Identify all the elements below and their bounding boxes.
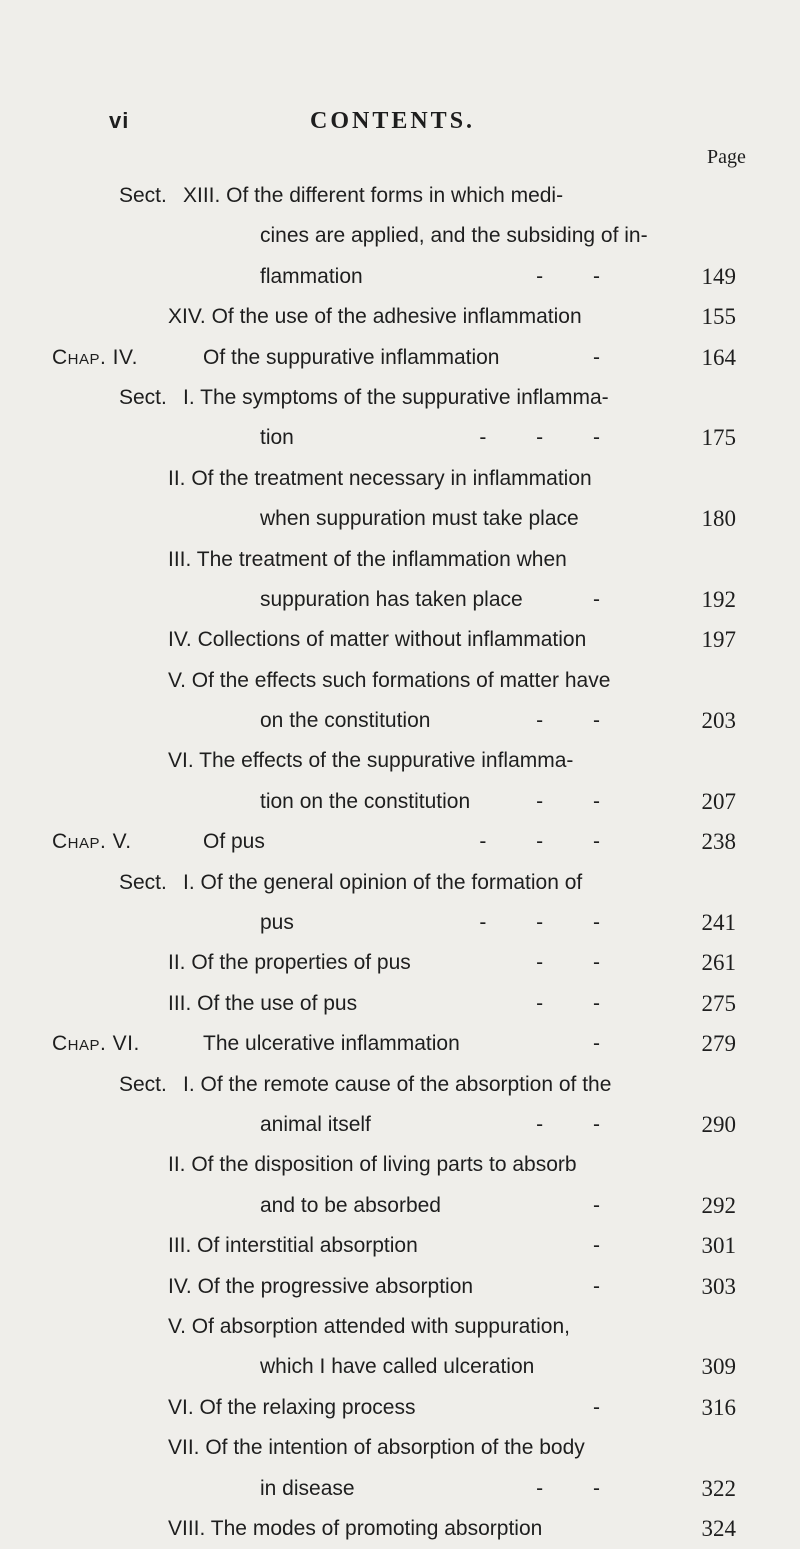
dash-leader: -: [593, 1395, 600, 1419]
page-number: vi: [109, 108, 130, 133]
entry-title: I. Of the remote cause of the absorption of the: [183, 1072, 612, 1096]
toc-entry: [0, 1267, 800, 1307]
dash-leader: -: [593, 1274, 600, 1298]
dash-leader: -: [593, 1234, 600, 1258]
dash-leader: - - -: [479, 426, 600, 450]
dash-leader: -: [593, 1193, 600, 1217]
entry-title: IV. Of the progressive absorption: [168, 1274, 474, 1298]
toc-entry: [0, 176, 800, 297]
dash-leader: - -: [536, 1476, 600, 1500]
page-ref: 203: [701, 708, 736, 734]
toc-entry: [0, 741, 800, 822]
entry-title-continued: animal itself: [260, 1112, 371, 1136]
entry-title-continued: when suppuration must take place: [260, 507, 579, 531]
page-ref: 301: [701, 1233, 736, 1259]
entry-title: II. Of the disposition of living parts to absorb: [168, 1153, 577, 1177]
entry-title: VIII. The modes of promoting absorption: [168, 1516, 543, 1540]
section-label: Sect.: [119, 184, 167, 207]
chapter-label: Chap. VI.: [52, 1032, 140, 1056]
entry-title: Of the suppurative inflammation: [203, 345, 500, 369]
dash-leader: -: [593, 587, 600, 611]
dash-leader: - -: [536, 709, 600, 733]
page-column-label: Page: [707, 146, 746, 168]
page-ref: 238: [701, 829, 736, 855]
toc-entry: [0, 459, 800, 540]
running-title: CONTENTS.: [310, 108, 476, 134]
page-ref: 197: [701, 627, 736, 653]
entry-title: VI. Of the relaxing process: [168, 1395, 416, 1419]
page-ref: 322: [701, 1475, 736, 1501]
page-ref: 149: [701, 263, 736, 289]
chapter-label: Chap. V.: [52, 830, 132, 854]
page-ref: 324: [701, 1515, 736, 1541]
entry-title: V. Of the effects such formations of matter have: [168, 668, 611, 692]
entry-title-continued: pus: [260, 911, 294, 935]
page-ref: 192: [701, 586, 736, 612]
section-label: Sect.: [119, 870, 167, 894]
entry-title: Of pus: [203, 830, 265, 854]
toc-entry: [0, 661, 800, 742]
page-header: [0, 108, 800, 138]
toc-entry: [0, 338, 800, 378]
page-ref: 164: [701, 344, 736, 370]
entry-title-continued: tion: [260, 426, 294, 450]
toc-entry: [0, 984, 800, 1024]
entry-title: III. Of interstitial absorption: [168, 1234, 418, 1258]
toc-entry: [0, 378, 800, 459]
section-label: Sect.: [119, 385, 167, 409]
entry-title: II. Of the treatment necessary in inflammation: [168, 466, 592, 490]
entry-title: VI. The effects of the suppurative inflamma-: [168, 749, 574, 773]
toc-entry: [0, 1307, 800, 1388]
entry-title-continued: which I have called ulceration: [260, 1355, 535, 1379]
entry-title: III. The treatment of the inflammation when: [168, 547, 567, 571]
dash-leader: - -: [536, 951, 600, 975]
toc-entry: [0, 822, 800, 862]
dash-leader: - - -: [479, 830, 600, 854]
page-ref: 316: [701, 1394, 736, 1420]
page-ref: 309: [701, 1354, 736, 1380]
page-ref: 292: [701, 1192, 736, 1218]
toc-entry: [0, 943, 800, 983]
dash-leader: - -: [536, 1112, 600, 1136]
entry-title-continued: in disease: [260, 1476, 355, 1500]
entry-title: VII. Of the intention of absorption of the body: [168, 1436, 585, 1460]
entry-title: XIV. Of the use of the adhesive inflammation: [168, 305, 582, 329]
dash-leader: - -: [536, 264, 600, 288]
entry-title: IV. Collections of matter without inflammation: [168, 628, 587, 652]
section-label: Sect.: [119, 1072, 167, 1096]
entry-title-continued: cines are applied, and the subsiding of in-: [260, 224, 648, 248]
entry-title: I. The symptoms of the suppurative inflamma-: [183, 385, 609, 409]
page-ref: 241: [701, 910, 736, 936]
entry-title-continued: tion on the constitution: [260, 789, 471, 813]
dash-leader: - -: [536, 789, 600, 813]
page-ref: 303: [701, 1273, 736, 1299]
contents-list: [0, 176, 800, 1549]
entry-title: The ulcerative inflammation: [203, 1032, 460, 1056]
toc-entry: [0, 1226, 800, 1266]
entry-title: V. Of absorption attended with suppuration,: [168, 1314, 570, 1338]
page-ref: 180: [701, 506, 736, 532]
page-ref: 261: [701, 950, 736, 976]
toc-entry: [0, 1065, 800, 1146]
toc-entry: [0, 620, 800, 660]
page-ref: 275: [701, 990, 736, 1016]
entry-title: II. Of the properties of pus: [168, 951, 411, 975]
entry-title-continued: on the constitution: [260, 709, 431, 733]
page-ref: 279: [701, 1031, 736, 1057]
page-ref: 155: [701, 304, 736, 330]
dash-leader: - - -: [479, 911, 600, 935]
toc-entry: [0, 1509, 800, 1549]
entry-title-continued: and to be absorbed: [260, 1193, 441, 1217]
entry-title: III. Of the use of pus: [168, 991, 358, 1015]
entry-title: I. Of the general opinion of the formation of: [183, 870, 583, 894]
page-ref: 290: [701, 1111, 736, 1137]
toc-entry: [0, 1024, 800, 1064]
dash-leader: -: [593, 345, 600, 369]
entry-title-continued: flammation: [260, 264, 363, 288]
toc-entry: [0, 540, 800, 621]
page-ref: 207: [701, 788, 736, 814]
entry-title: XIII. Of the different forms in which medi-: [183, 184, 564, 207]
toc-entry: [0, 1388, 800, 1428]
toc-entry: [0, 297, 800, 337]
page-ref: 175: [701, 425, 736, 451]
chapter-label: Chap. IV.: [52, 345, 138, 369]
entry-title-continued: suppuration has taken place: [260, 587, 523, 611]
dash-leader: -: [593, 1032, 600, 1056]
dash-leader: - -: [536, 991, 600, 1015]
toc-entry: [0, 863, 800, 944]
toc-entry: [0, 1145, 800, 1226]
toc-entry: [0, 1428, 800, 1509]
